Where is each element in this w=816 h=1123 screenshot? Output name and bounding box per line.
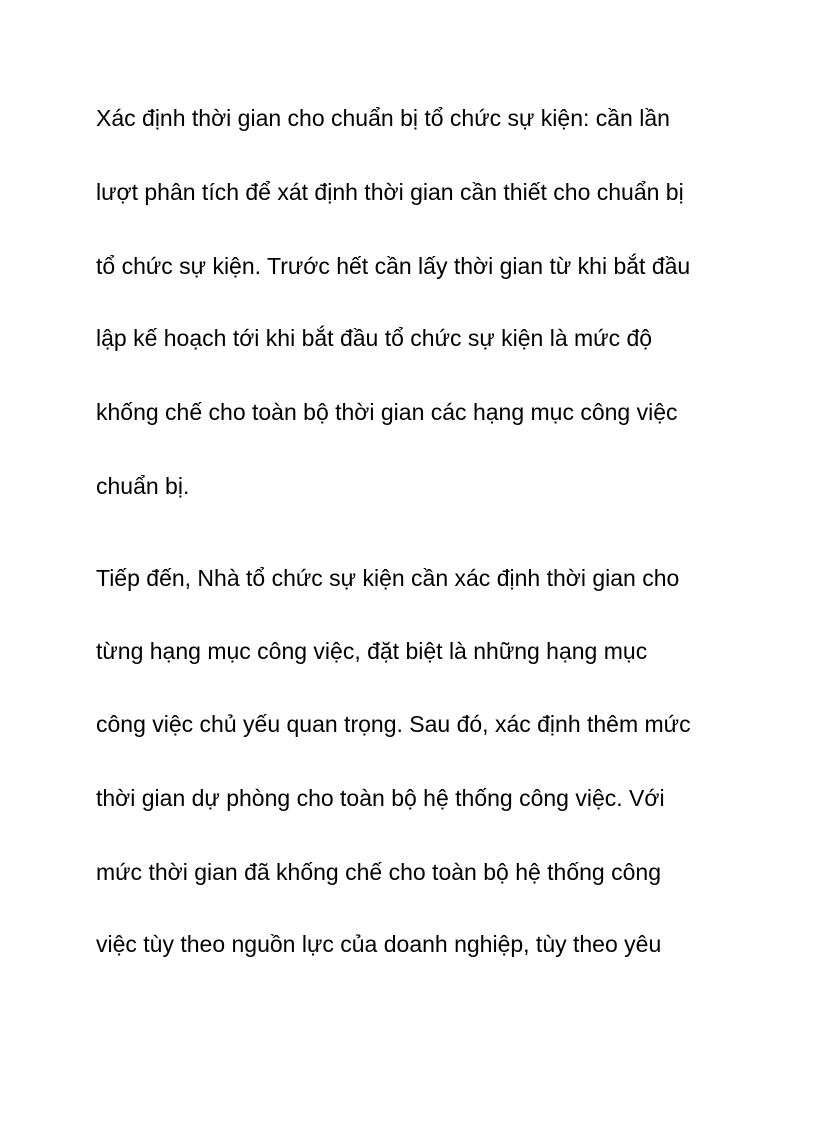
text-line: chuẩn bị. (96, 473, 190, 499)
text-line: mức thời gian đã khống chế cho toàn bộ hệ thống công (96, 859, 661, 885)
text-line: công việc chủ yếu quan trọng. Sau đó, xác định thêm mức (96, 711, 691, 737)
text-line: lượt phân tích để xát định thời gian cần thiết cho chuẩn bị (96, 179, 684, 205)
text-line: tổ chức sự kiện. Trước hết cần lấy thời gian từ khi bắt đầu (96, 253, 691, 279)
text-line: thời gian dự phòng cho toàn bộ hệ thống công việc. Với (96, 785, 665, 811)
text-line: từng hạng mục công việc, đặt biệt là những hạng mục (96, 638, 648, 664)
text-line: khống chế cho toàn bộ thời gian các hạng mục công việc (96, 399, 678, 425)
text-line: lập kế hoạch tới khi bắt đầu tổ chức sự kiện là mức độ (96, 325, 653, 351)
text-line: Tiếp đến, Nhà tổ chức sự kiện cần xác định thời gian cho (96, 565, 680, 591)
text-line: Xác định thời gian cho chuẩn bị tổ chức sự kiện: cần lần (96, 105, 670, 131)
text-line: việc tùy theo nguồn lực của doanh nghiệp, tùy theo yêu (96, 931, 662, 957)
